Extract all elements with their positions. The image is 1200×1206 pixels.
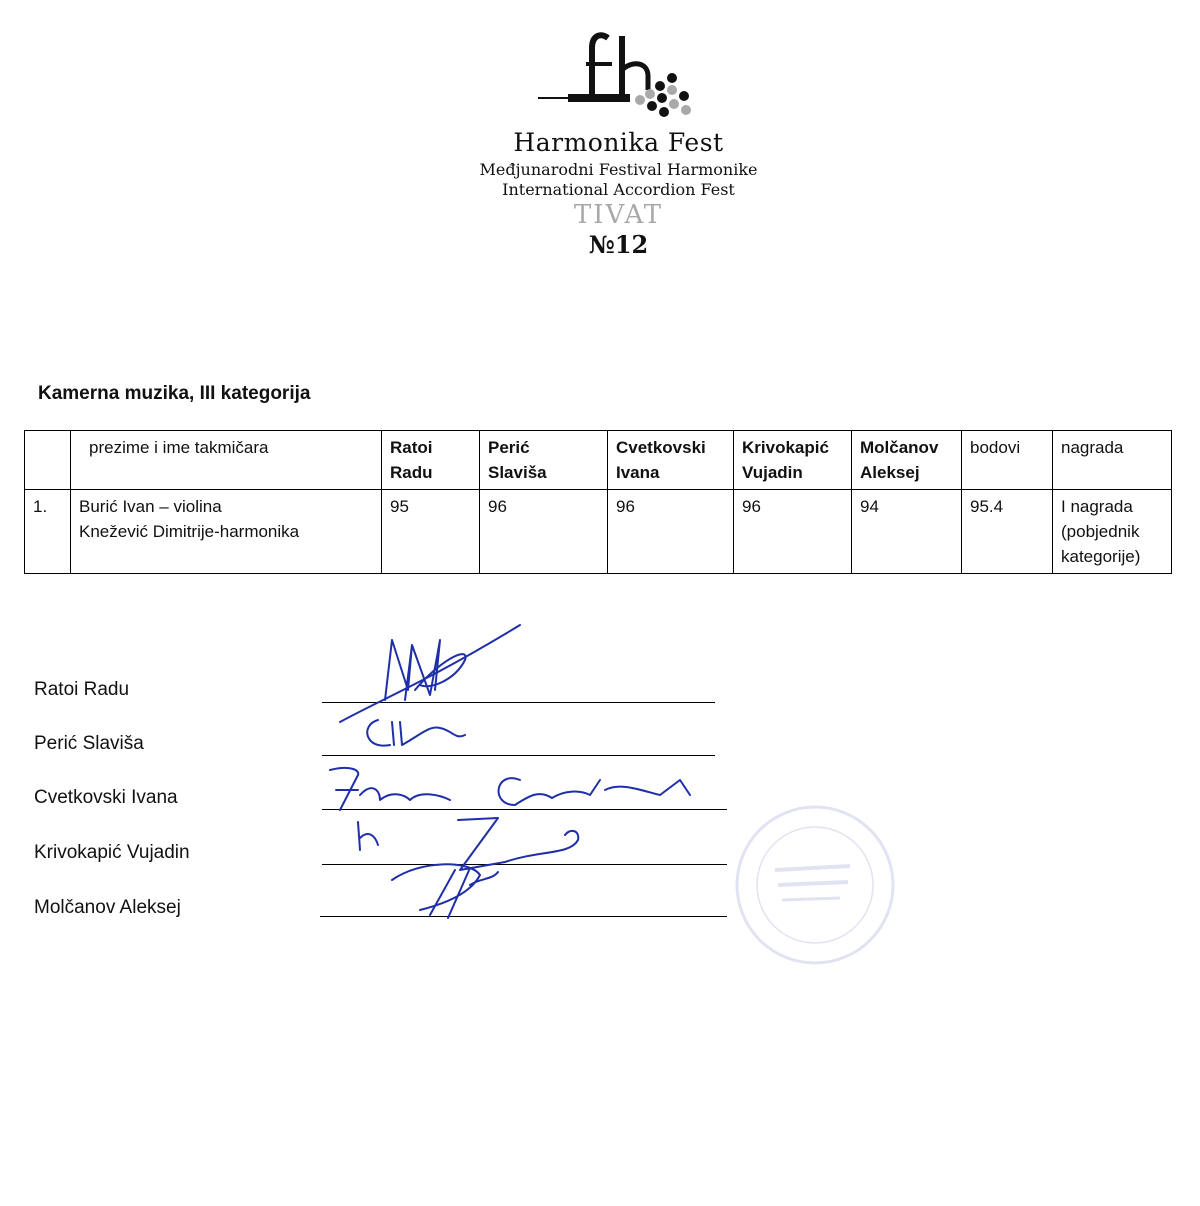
score-cell: 95 bbox=[382, 490, 480, 574]
festival-title: Harmonika Fest bbox=[513, 128, 724, 157]
header-cell-juror: Krivokapić Vujadin bbox=[734, 431, 852, 490]
festival-subtitle-english: International Accordion Fest bbox=[502, 180, 735, 199]
table-row bbox=[25, 490, 1172, 574]
official-stamp-icon bbox=[737, 807, 893, 963]
award-cell: I nagrada (pobjednik kategorije) bbox=[1053, 490, 1172, 574]
header-cell-award: nagrada bbox=[1053, 431, 1172, 490]
score-cell: 96 bbox=[734, 490, 852, 574]
festival-logo-icon bbox=[530, 30, 710, 120]
juror-name: Cvetkovski Ivana bbox=[34, 787, 178, 808]
festival-subtitle-local: Međjunarodni Festival Harmonike bbox=[479, 160, 758, 179]
contestant-names bbox=[71, 490, 382, 574]
signature-line bbox=[322, 755, 715, 756]
contestant-name: Burić Ivan – violina bbox=[79, 497, 222, 516]
festival-city: TIVAT bbox=[573, 200, 664, 230]
header-cell-juror: Perić Slaviša bbox=[480, 431, 608, 490]
row-number: 1. bbox=[25, 490, 71, 574]
table-header-row bbox=[25, 431, 1172, 490]
juror-name: Ratoi Radu bbox=[34, 679, 130, 700]
header-cell-points: bodovi bbox=[962, 431, 1053, 490]
header-cell-juror: Ratoi Radu bbox=[382, 431, 480, 490]
score-cell: 96 bbox=[480, 490, 608, 574]
category-title: Kamerna muzika, III kategorija bbox=[38, 383, 311, 404]
signature-line bbox=[322, 864, 727, 865]
signature-line bbox=[322, 809, 727, 810]
results-table bbox=[24, 430, 1172, 574]
header-cell-juror: Molčanov Aleksej bbox=[852, 431, 962, 490]
score-cell: 96 bbox=[608, 490, 734, 574]
juror-name: Perić Slaviša bbox=[34, 733, 144, 754]
contestant-name: Knežević Dimitrije-harmonika bbox=[79, 522, 300, 541]
score-cell: 94 bbox=[852, 490, 962, 574]
festival-edition: №12 bbox=[588, 230, 649, 259]
juror-name: Molčanov Aleksej bbox=[34, 897, 181, 918]
header-cell-juror: Cvetkovski Ivana bbox=[608, 431, 734, 490]
signature-line bbox=[320, 916, 727, 917]
signature-line bbox=[322, 702, 715, 703]
header-cell-number bbox=[25, 431, 71, 490]
juror-name: Krivokapić Vujadin bbox=[34, 842, 190, 863]
points-cell: 95.4 bbox=[962, 490, 1053, 574]
header-cell-contestant: prezime i ime takmičara bbox=[71, 431, 382, 490]
